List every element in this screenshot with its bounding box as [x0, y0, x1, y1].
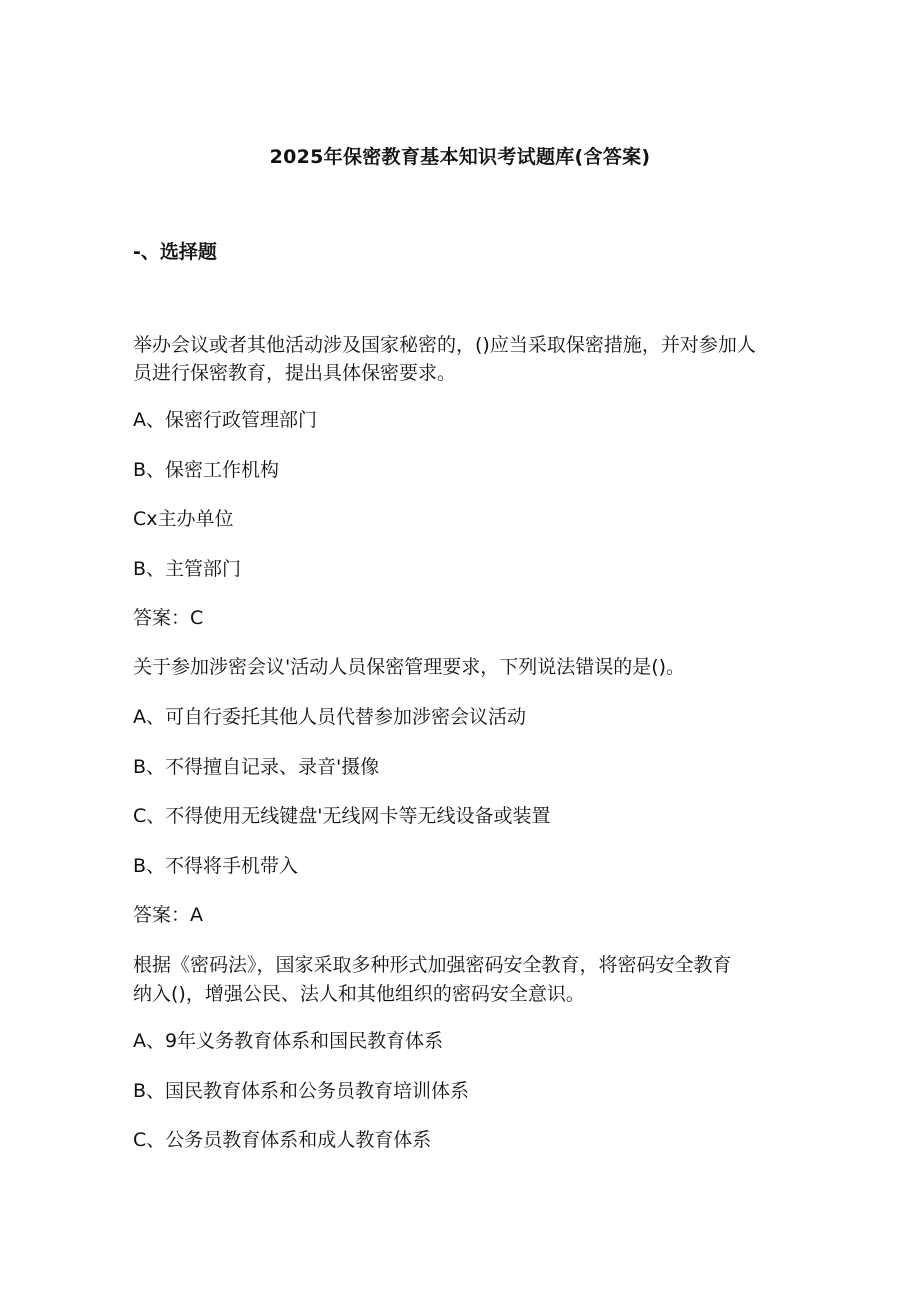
question-1-answer: 答案：C: [133, 607, 204, 629]
question-1-option-1: A、保密行政管理部门: [133, 409, 317, 431]
question-2-option-3: C、不得使用无线键盘'无线网卡等无线设备或装置: [133, 805, 551, 827]
question-2-option-2: B、不得擅自记录、录音'摄像: [133, 756, 380, 778]
question-2-option-1: A、可自行委托其他人员代替参加涉密会议活动: [133, 706, 526, 728]
question-1-option-3: Cx主办单位: [133, 508, 234, 530]
question-3-option-1: A、9年义务教育体系和国民教育体系: [133, 1030, 444, 1052]
question-2-stem-line-1: 关于参加涉密会议'活动人员保密管理要求，下列说法错误的是()。: [133, 656, 686, 678]
question-1-option-4: B、主管部门: [133, 558, 242, 580]
question-3-option-2: B、国民教育体系和公务员教育培训体系: [133, 1080, 470, 1102]
document-title: 2025年保密教育基本知识考试题库(含答案): [269, 146, 651, 168]
question-3-stem-line-1: 根据《密码法》，国家采取多种形式加强密码安全教育，将密码安全教育: [133, 954, 732, 976]
question-2-answer: 答案：A: [133, 904, 203, 926]
question-1-option-2: B、保密工作机构: [133, 459, 280, 481]
question-3-stem-line-2: 纳入()，增强公民、法人和其他组织的密码安全意识。: [133, 983, 585, 1005]
question-1-stem-line-1: 举办会议或者其他活动涉及国家秘密的，()应当采取保密措施，并对参加人: [133, 334, 756, 356]
question-3-option-3: C、公务员教育体系和成人教育体系: [133, 1129, 432, 1151]
section-heading: -、选择题: [133, 241, 217, 263]
question-2-option-4: B、不得将手机带入: [133, 855, 299, 877]
question-1-stem-line-2: 员进行保密教育，提出具体保密要求。: [133, 362, 457, 384]
